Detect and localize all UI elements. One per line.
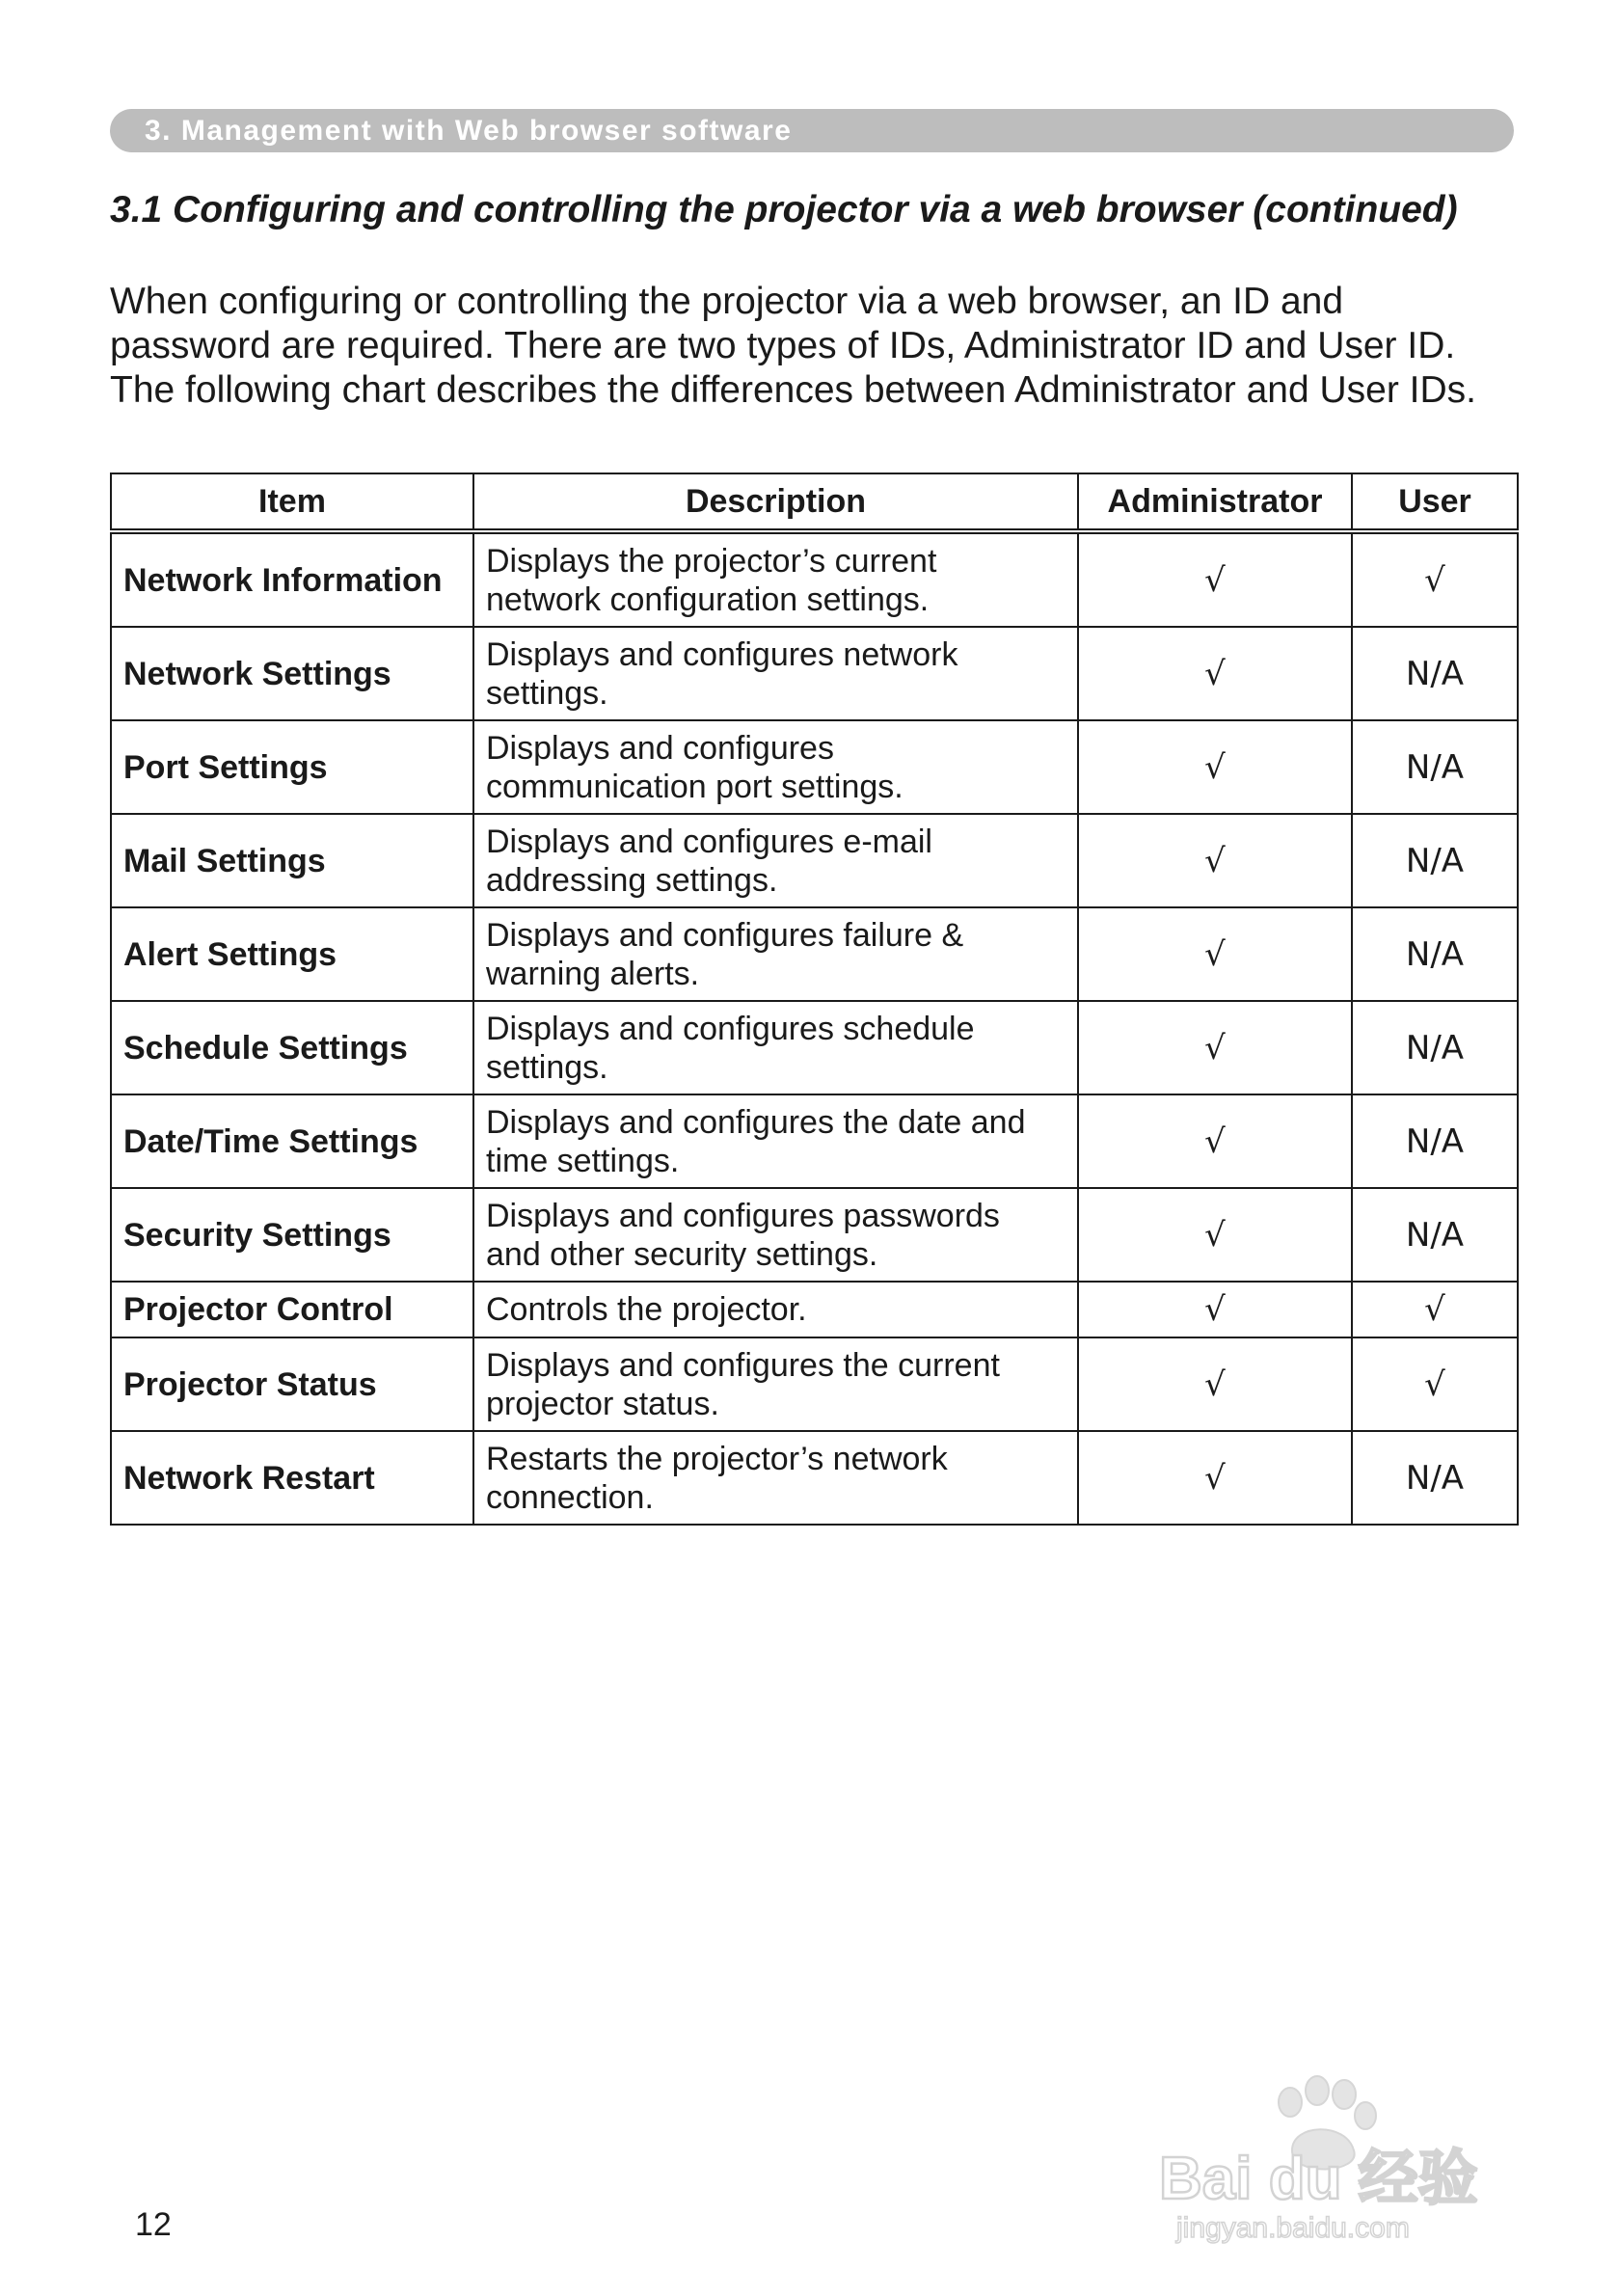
page-number: 12	[135, 2206, 172, 2243]
baidu-jingyan-watermark	[1147, 2054, 1533, 2247]
row-description-line: Displays and configures	[486, 729, 834, 767]
row-description	[473, 1431, 1078, 1525]
header-user: User	[1352, 473, 1518, 531]
row-description-line: Displays and configures network	[486, 635, 958, 673]
table-row	[111, 814, 1518, 907]
row-item-name: Schedule Settings	[111, 1001, 473, 1094]
watermark-url-text: jingyan.baidu.com	[1176, 2212, 1410, 2244]
id-permissions-table	[110, 473, 1519, 1526]
row-admin-access: √	[1078, 1337, 1352, 1431]
row-description-line: projector status.	[486, 1385, 719, 1422]
row-description-line: time settings.	[486, 1142, 680, 1179]
header-item: Item	[111, 473, 473, 531]
row-description	[473, 907, 1078, 1001]
row-description-line: Displays and configures the current	[486, 1346, 1000, 1384]
row-user-access: N/A	[1352, 1094, 1518, 1188]
intro-line: When configuring or controlling the projector via a web browser, an ID and	[110, 281, 1344, 322]
row-description	[473, 720, 1078, 814]
row-admin-access: √	[1078, 814, 1352, 907]
row-description-line: Displays and configures e-mail	[486, 823, 932, 860]
watermark-brand-text: Bai du 经验	[1159, 2146, 1478, 2212]
row-admin-access: √	[1078, 720, 1352, 814]
table-row	[111, 531, 1518, 627]
row-description	[473, 1188, 1078, 1282]
row-admin-access: √	[1078, 1094, 1352, 1188]
row-description	[473, 1282, 1078, 1337]
row-description	[473, 1094, 1078, 1188]
table-row	[111, 627, 1518, 720]
table-row	[111, 1431, 1518, 1525]
row-admin-access: √	[1078, 627, 1352, 720]
row-description-line: settings.	[486, 674, 608, 712]
row-user-access: N/A	[1352, 814, 1518, 907]
row-item-name: Network Information	[111, 531, 473, 627]
table-body	[111, 531, 1518, 1525]
row-description-line: Displays and configures schedule	[486, 1010, 975, 1047]
row-user-access: √	[1352, 531, 1518, 627]
intro-line: The following chart describes the differences between Administrator and User IDs.	[110, 369, 1476, 411]
section-header-bar	[110, 109, 1514, 152]
row-description-line: Restarts the projector’s network	[486, 1440, 948, 1477]
intro-paragraph	[110, 280, 1556, 413]
row-description-line: addressing settings.	[486, 861, 778, 899]
table-row	[111, 907, 1518, 1001]
table-row	[111, 1188, 1518, 1282]
row-description	[473, 1001, 1078, 1094]
row-description-line: Displays and configures failure &	[486, 916, 964, 954]
row-description-line: Displays and configures the date and	[486, 1103, 1026, 1141]
row-description	[473, 1337, 1078, 1431]
row-admin-access: √	[1078, 1431, 1352, 1525]
row-user-access: N/A	[1352, 627, 1518, 720]
section-label: 3. Management with Web browser software	[145, 114, 793, 147]
row-user-access: N/A	[1352, 1188, 1518, 1282]
table-row	[111, 1282, 1518, 1337]
row-description-line: Displays the projector’s current	[486, 542, 937, 580]
row-admin-access: √	[1078, 1282, 1352, 1337]
header-administrator: Administrator	[1078, 473, 1352, 531]
row-user-access: √	[1352, 1337, 1518, 1431]
row-item-name: Network Settings	[111, 627, 473, 720]
table-row	[111, 1337, 1518, 1431]
row-item-name: Projector Status	[111, 1337, 473, 1431]
row-description-line: Controls the projector.	[486, 1291, 807, 1328]
row-item-name: Date/Time Settings	[111, 1094, 473, 1188]
row-description	[473, 531, 1078, 627]
intro-line: password are required. There are two types of IDs, Administrator ID and User ID.	[110, 325, 1456, 366]
row-user-access: N/A	[1352, 907, 1518, 1001]
row-admin-access: √	[1078, 1001, 1352, 1094]
row-description	[473, 814, 1078, 907]
row-description-line: connection.	[486, 1478, 654, 1516]
row-description-line: warning alerts.	[486, 955, 700, 992]
row-item-name: Port Settings	[111, 720, 473, 814]
row-description	[473, 627, 1078, 720]
row-admin-access: √	[1078, 907, 1352, 1001]
table-header-row	[111, 473, 1518, 531]
table-row	[111, 1094, 1518, 1188]
row-description-line: Displays and configures passwords	[486, 1197, 1000, 1234]
row-description-line: and other security settings.	[486, 1235, 878, 1273]
row-user-access: N/A	[1352, 720, 1518, 814]
table-row	[111, 720, 1518, 814]
row-user-access: N/A	[1352, 1001, 1518, 1094]
page-heading: 3.1 Configuring and controlling the projector via a web browser (continued)	[110, 189, 1458, 230]
row-admin-access: √	[1078, 531, 1352, 627]
row-item-name: Security Settings	[111, 1188, 473, 1282]
row-user-access: √	[1352, 1282, 1518, 1337]
row-item-name: Projector Control	[111, 1282, 473, 1337]
row-description-line: communication port settings.	[486, 768, 903, 805]
header-description: Description	[473, 473, 1078, 531]
row-description-line: settings.	[486, 1048, 608, 1086]
row-admin-access: √	[1078, 1188, 1352, 1282]
row-item-name: Mail Settings	[111, 814, 473, 907]
table-row	[111, 1001, 1518, 1094]
row-user-access: N/A	[1352, 1431, 1518, 1525]
row-item-name: Alert Settings	[111, 907, 473, 1001]
row-item-name: Network Restart	[111, 1431, 473, 1525]
row-description-line: network configuration settings.	[486, 581, 930, 618]
